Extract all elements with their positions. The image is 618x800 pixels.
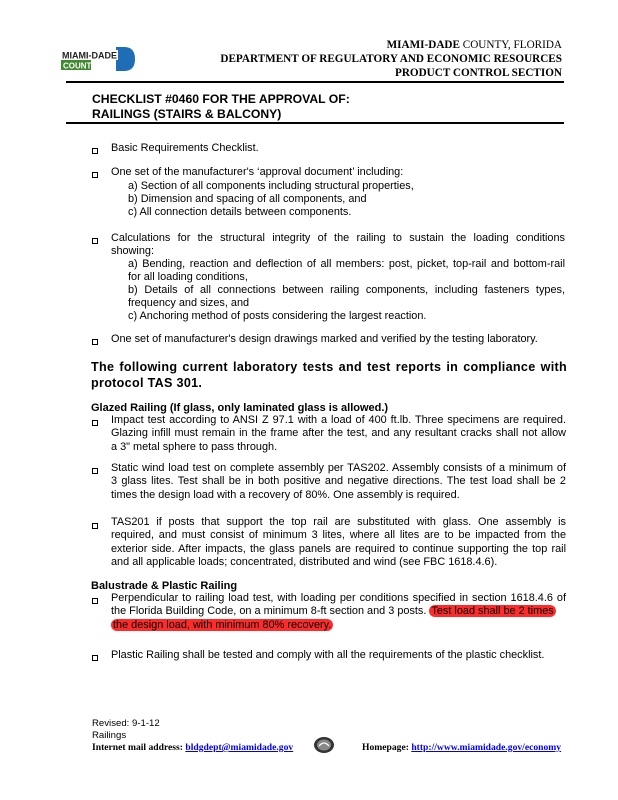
- glazed-heading: Glazed Railing (If glass, only laminated glass is allowed.): [91, 402, 389, 414]
- county-state: COUNTY, FLORIDA: [462, 39, 562, 51]
- perp-line-1: Perpendicular to railing load test, with loading per conditions specified in section 1618.4.6 of: [111, 592, 566, 604]
- checkbox-tas201[interactable]: [92, 523, 98, 529]
- approval-doc-a: a) Section of all components including structural properties,: [128, 180, 414, 192]
- static-line-1: Static wind load test on complete assembly per TAS202. Assembly consists of a minimum of: [111, 462, 566, 474]
- mail-label: Internet mail address:: [92, 742, 183, 753]
- checklist-title: [92, 92, 350, 122]
- impact-test: [111, 414, 566, 454]
- calc-intro-1: Calculations for the structural integrity of the railing to sustain the loading conditions: [111, 232, 565, 244]
- calc-b-1: b) Details of all connections between railing components, including fasteners types,: [128, 284, 565, 296]
- calc-c: c) Anchoring method of posts considering the largest reaction.: [128, 310, 427, 322]
- static-line-2: 3 glass lites. Test shall be in both positive and negative directions. The test load shall be 2: [111, 475, 566, 488]
- checkbox-plastic-railing[interactable]: [92, 655, 98, 661]
- checkbox-static-wind[interactable]: [92, 468, 98, 474]
- highlighted-requirement: Test load shall be 2 times: [431, 605, 554, 618]
- county-logo-graphic: [60, 44, 136, 74]
- title-line-2: RAILINGS (STAIRS & BALCONY): [92, 107, 282, 121]
- calc-intro-2: showing:: [111, 245, 154, 257]
- title-rule: [66, 122, 564, 124]
- tas201-line-2: required, and must consist of minimum 3 lites, where all lites are to be impacted from the: [111, 529, 566, 542]
- mail-line: [92, 742, 293, 753]
- static-line-3: times the design load with a recovery of 80%. One assembly is required.: [111, 488, 460, 501]
- static-wind-test: [111, 462, 566, 502]
- checkbox-basic[interactable]: [92, 148, 98, 154]
- title-line-1: CHECKLIST #0460 FOR THE APPROVAL OF:: [92, 92, 350, 106]
- logo-top-text: MIAMI-DADE: [62, 50, 117, 61]
- impact-line-3: a 3" metal sphere to pass through.: [111, 440, 278, 453]
- calc-a-1: a) Bending, reaction and deflection of all members: post, picket, top-rail and bottom-rail: [128, 258, 565, 270]
- homepage-label: Homepage:: [362, 742, 409, 753]
- county-line: [387, 38, 562, 53]
- checkbox-approval-document[interactable]: [92, 172, 98, 178]
- perpendicular-test: [111, 592, 566, 632]
- design-drawings: One set of manufacturer's design drawings marked and verified by the testing laboratory.: [111, 333, 538, 345]
- calc-b-2: frequency and sizes, and: [128, 297, 250, 309]
- basic-requirements: Basic Requirements Checklist.: [111, 142, 259, 154]
- checkbox-calculations[interactable]: [92, 238, 98, 244]
- calc-a-2: for all loading conditions,: [128, 271, 248, 283]
- highlighted-requirement-cont: the design load, with minimum 80% recovery.: [113, 618, 332, 631]
- impact-line-2: Glazing infill must remain in the frame after the test, and any resultant cracks shall not allow: [111, 427, 566, 440]
- department-name: DEPARTMENT OF REGULATORY AND ECONOMIC RESOURCES: [220, 53, 562, 65]
- header-rule: [66, 81, 564, 83]
- miami-dade-county-logo: [60, 44, 136, 74]
- county-seal-icon: [313, 736, 335, 754]
- perp-line-2-text: the Florida Building Code, on a minimum 8-ft section and 3 posts.: [111, 605, 427, 618]
- tas201-test: [111, 516, 566, 570]
- balustrade-heading: Balustrade & Plastic Railing: [91, 580, 238, 592]
- homepage-link[interactable]: http://www.miamidade.gov/economy: [411, 742, 562, 753]
- logo-bottom-text: COUNTY: [63, 61, 97, 71]
- approval-doc-b: b) Dimension and spacing of all components, and: [128, 193, 367, 205]
- tas201-line-4: and all applicable loads; concentrated, distributed and wind (see FBC 1618.4.6).: [111, 556, 498, 569]
- tests-heading: [91, 360, 567, 391]
- approval-doc-c: c) All connection details between components.: [128, 206, 352, 218]
- tests-heading-line-1: The following current laboratory tests and test reports in compliance with: [91, 360, 567, 374]
- mail-link[interactable]: bldgdept@miamidade.gov: [185, 742, 294, 753]
- county-name: MIAMI-DADE: [386, 39, 460, 51]
- plastic-railing: Plastic Railing shall be tested and comply with all the requirements of the plastic checklist.: [111, 649, 545, 661]
- tas201-line-1: TAS201 if posts that support the top rail are substituted with glass. One assembly is: [111, 516, 566, 528]
- revised-date: Revised: 9-1-12: [92, 718, 160, 729]
- checkbox-drawings[interactable]: [92, 339, 98, 345]
- checkbox-perpendicular-test[interactable]: [92, 598, 98, 604]
- tas201-line-3: exterior side. After impacts, the glass panels are required to continue supporting the top rail: [111, 542, 566, 555]
- checkbox-impact-test[interactable]: [92, 420, 98, 426]
- impact-line-1: Impact test according to ANSI Z 97.1 with a load of 400 ft.lb. Three specimens are required.: [111, 414, 566, 426]
- section-name: PRODUCT CONTROL SECTION: [394, 67, 562, 79]
- approval-doc-intro: One set of the manufacturer's ‘approval document’ including:: [111, 166, 404, 178]
- perp-line-2: [111, 605, 566, 618]
- perp-line-3: [111, 619, 566, 632]
- tests-heading-line-2: protocol TAS 301.: [91, 375, 203, 390]
- homepage-line: [362, 742, 561, 753]
- document-name: Railings: [92, 730, 127, 741]
